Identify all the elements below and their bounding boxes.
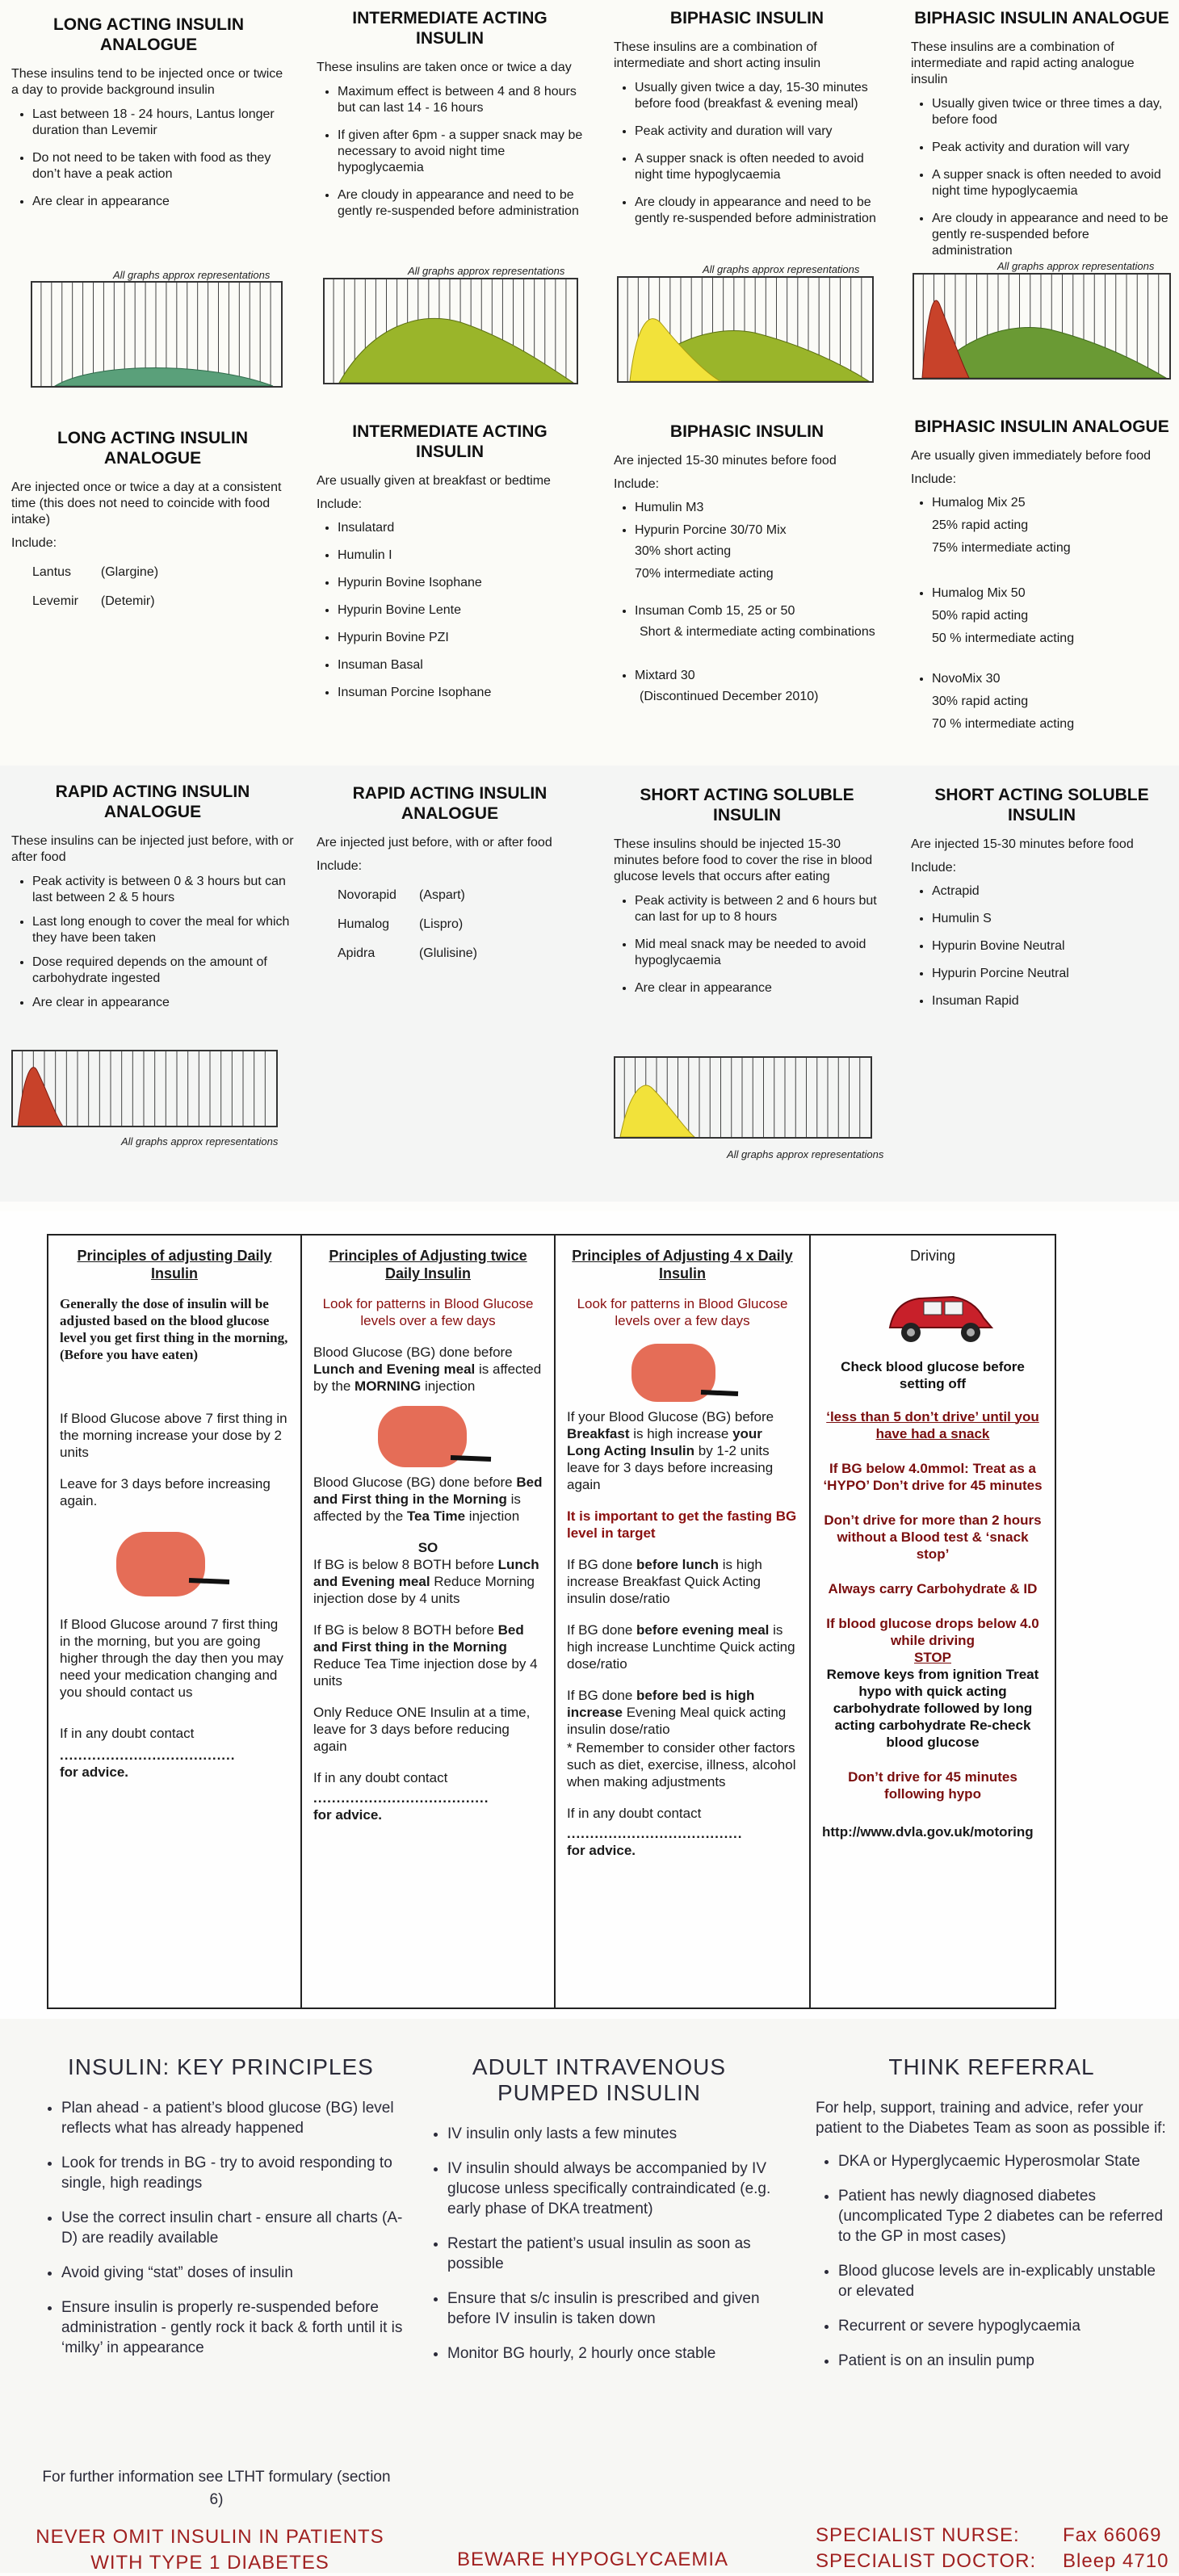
short-brands-list (911, 883, 1173, 1009)
brand-detail: 50 % intermediate acting (932, 631, 1075, 645)
text-run: before bed is high increase (567, 1688, 755, 1720)
biphasic-graph (617, 276, 874, 389)
table-row (338, 911, 500, 940)
biphasic-analogue-column (911, 8, 1173, 271)
intermediate-brands-list (317, 520, 583, 701)
text-run: is high increase Breakfast Quick Acting insulin dose/ratio (567, 1557, 762, 1606)
specialist-nurse-label: SPECIALIST NURSE: (816, 2524, 1020, 2546)
list-item: • If given after 6pm - a supper snack may be necessary to avoid night time hypoglycaemia (338, 128, 583, 176)
table-row (338, 882, 500, 911)
rapid-brands-column (317, 783, 583, 969)
list-item: • Do not need to be taken with food as they don’t have a peak action (32, 150, 286, 183)
brand-name: Humalog (338, 917, 390, 931)
list-item: • Look for trends in BG - try to avoid responding to single, high readings (61, 2153, 418, 2193)
include-label: Include: (11, 536, 57, 550)
analogue-list-2 (911, 585, 1173, 602)
daily-p4: If Blood Glucose around 7 first thing in the morning, but you are going higher through the day then you may need your medication changing and you should contact us (60, 1617, 283, 1700)
twice-look: Look for patterns in Blood Glucose levels over a few days (322, 1296, 534, 1328)
rapid-section (0, 766, 1179, 1202)
text-run: is affected by the (313, 1361, 542, 1394)
long-acting-brands-intro: Are injected once or twice a day at a consistent time (this does not need to coincide with food intake) (11, 480, 282, 527)
key-principles-section (0, 2019, 1179, 2573)
list-item: • Blood glucose levels are in-explicably unstable or elevated (838, 2261, 1168, 2301)
biphasic-brands-column (614, 422, 880, 705)
include-label: Include: (911, 861, 957, 875)
graph-note: All graphs approx representations (113, 269, 271, 281)
table-row (32, 588, 181, 617)
four-title: Principles of Adjusting 4 x Daily Insulin (572, 1248, 793, 1282)
list-item: • Monitor BG hourly, 2 hourly once stable (447, 2343, 774, 2364)
include-label: Include: (911, 472, 957, 486)
list-item: • Plan ahead - a patient’s blood glucose (BG) level reflects what has already happened (61, 2098, 418, 2138)
rapid-intro: These insulins can be injected just before, with or after food (11, 834, 294, 864)
brand-detail: 70 % intermediate acting (932, 717, 1075, 731)
intermediate-title: INTERMEDIATE ACTING INSULIN (352, 9, 548, 48)
iv-insulin-list (425, 2124, 774, 2364)
intermediate-curve (339, 318, 573, 383)
brand-generic: (Aspart) (418, 888, 465, 902)
text-run: Reduce Morning injection dose by 4 units (313, 1574, 535, 1606)
twice-bg1 (313, 1344, 543, 1395)
biphasic-analogue-brands-column (911, 417, 1173, 732)
biphasic-analogue-brands-title: BIPHASIC INSULIN ANALOGUE (914, 417, 1169, 436)
brand-generic: (Lispro) (418, 917, 464, 931)
list-item: • Insulatard (338, 520, 583, 536)
twice-r1 (313, 1556, 543, 1607)
daily-column (48, 1236, 300, 2008)
contact-blank: ...................................... (60, 1747, 236, 1763)
specialist-doctor-bleep: Bleep 4710 (1063, 2550, 1169, 2572)
brand-detail: (Discontinued December 2010) (640, 690, 819, 703)
advice-label: for advice. (567, 1843, 636, 1858)
intermediate-brands-intro: Are usually given at breakfast or bedtime (317, 474, 551, 488)
driving-d7 (822, 1666, 1043, 1751)
key-principles-column (39, 2054, 418, 2373)
long-acting-brand-table (32, 559, 181, 617)
advice-label: for advice. (60, 1764, 129, 1780)
never-omit-warning: NEVER OMIT INSULIN IN PATIENTS WITH TYPE 1 DIABETES (36, 2526, 384, 2574)
biphasic-brands-title: BIPHASIC INSULIN (669, 422, 824, 441)
biphasic-analogue-brands-intro: Are usually given immediately before food (911, 449, 1152, 463)
key-principles-list (39, 2098, 418, 2358)
biphasic-bullets (614, 80, 880, 227)
list-item: • Ensure that s/c insulin is prescribed and given before IV insulin is taken down (447, 2289, 774, 2329)
list-item: • IV insulin should always be accompanied by IV glucose unless specifically contraindicated (e.g. early phase of DKA treatment) (447, 2159, 774, 2219)
so-label: SO (417, 1540, 438, 1555)
text-run: Bed and First thing in the Morning (313, 1475, 543, 1507)
text-run: before lunch (636, 1557, 720, 1572)
text-run: If your Blood Glucose (BG) before (567, 1409, 774, 1424)
list-item: • Restart the patient’s usual insulin as soon as possible (447, 2234, 774, 2274)
list-item: • Insuman Porcine Isophane (338, 685, 583, 701)
list-item: • Dose required depends on the amount of carbohydrate ingested (32, 954, 294, 987)
text-run: If BG done (567, 1557, 636, 1572)
list-item: • Are cloudy in appearance and need to be gently re-suspended before administration (635, 195, 880, 227)
list-item: • Patient is on an insulin pump (838, 2351, 1168, 2371)
biphasic-analogue-graph (913, 273, 1171, 386)
brand-name: Apidra (338, 946, 376, 960)
driving-d5: Always carry Carbohydrate & ID (828, 1581, 1038, 1596)
list-item: • Insuman Basal (338, 657, 583, 673)
intermediate-graph (323, 278, 578, 391)
long-acting-bullets (11, 107, 286, 210)
graph-note: All graphs approx representations (408, 265, 565, 277)
short-brands-title: SHORT ACTING SOLUBLE INSULIN (934, 786, 1149, 824)
short-column (614, 785, 880, 1008)
text-run: If BG done (567, 1688, 636, 1703)
text-run: injection (421, 1378, 476, 1394)
text-run: Lunch and Evening meal (313, 1361, 476, 1377)
brand-name: Levemir (32, 594, 78, 608)
referral-column (816, 2054, 1168, 2385)
biphasic-brands-intro: Are injected 15-30 minutes before food (614, 454, 837, 468)
text-run: is high increase Lunchtime Quick acting dose/ratio (567, 1622, 795, 1672)
text-run: Bed and First thing in the Morning (313, 1622, 524, 1655)
brand-generic: (Glulisine) (418, 946, 477, 960)
biphasic-analogue-rapid-curve (922, 300, 969, 378)
short-brands-intro: Are injected 15-30 minutes before food (911, 837, 1134, 851)
rapid-brands-intro: Are injected just before, with or after food (317, 836, 552, 850)
table-row (338, 940, 500, 969)
text-run: your Long Acting Insulin (567, 1426, 762, 1458)
text-run: Evening Meal quick acting insulin dose/ratio (567, 1705, 787, 1737)
text-run: Breakfast (567, 1426, 630, 1441)
short-graph (614, 1056, 872, 1145)
driving-column (809, 1236, 1055, 2008)
list-item: • Are cloudy in appearance and need to be gently re-suspended before administration (932, 211, 1173, 259)
include-label: Include: (317, 497, 363, 511)
text-run: before evening meal (636, 1622, 770, 1638)
driving-stop: STOP (914, 1650, 951, 1665)
biphasic-brands-list (614, 500, 880, 539)
analogue-list-1 (911, 495, 1173, 511)
principles-table (47, 1234, 1056, 2009)
long-acting-brands-title: LONG ACTING INSULIN ANALOGUE (57, 429, 249, 468)
text-run: If BG done (567, 1622, 636, 1638)
long-acting-intro: These insulins tend to be injected once or twice a day to provide background insulin (11, 67, 283, 97)
short-bullets (614, 893, 880, 996)
driving-d6: If blood glucose drops below 4.0 while driving (826, 1616, 1039, 1648)
list-item: • Hypurin Porcine 30/70 Mix (635, 522, 880, 539)
text-run: Lunch and Evening meal (313, 1557, 539, 1589)
list-item: • Hypurin Bovine Isophane (338, 575, 583, 591)
list-item: • IV insulin only lasts a few minutes (447, 2124, 774, 2144)
long-acting-title: LONG ACTING INSULIN ANALOGUE (52, 15, 245, 54)
intermediate-intro: These insulins are taken once or twice a day (317, 61, 572, 74)
list-item: • Usually given twice or three times a day, before food (932, 96, 1173, 128)
list-item: • Actrapid (932, 883, 1173, 900)
short-title: SHORT ACTING SOLUBLE INSULIN (640, 786, 854, 824)
text-run: injection (465, 1508, 520, 1524)
twice-r3: Only Reduce ONE Insulin at a time, leave for 3 days before reducing again (313, 1705, 531, 1754)
list-item: • Hypurin Bovine Lente (338, 602, 583, 619)
biphasic-title: BIPHASIC INSULIN (669, 9, 824, 27)
four-b3 (567, 1622, 798, 1672)
intermediate-brands-title: INTERMEDIATE ACTING INSULIN (352, 422, 548, 461)
iv-insulin-column (425, 2054, 774, 2378)
list-item: • Patient has newly diagnosed diabetes (uncomplicated Type 2 diabetes can be referred to the GP in most cases) (838, 2186, 1168, 2247)
list-item: • Peak activity is between 2 and 6 hours but can last for up to 8 hours (635, 893, 880, 925)
intermediate-column (317, 8, 583, 231)
list-item: • A supper snack is often needed to avoid night time hypoglycaemia (932, 167, 1173, 199)
contact-blank: ...................................... (567, 1826, 743, 1841)
list-item: • Are clear in appearance (635, 980, 880, 996)
table-row (32, 559, 181, 588)
glucose-drop-icon (108, 1524, 237, 1605)
biphasic-column (614, 8, 880, 238)
long-acting-column (11, 15, 286, 221)
brand-generic: (Detemir) (100, 594, 155, 608)
daily-title: Principles of adjusting Daily Insulin (77, 1248, 272, 1282)
list-item: • Hypurin Bovine Neutral (932, 938, 1173, 954)
short-intro: These insulins should be injected 15-30 minutes before food to cover the rise in blood glucose levels that occurs after eating (614, 837, 873, 883)
list-item: • Maximum effect is between 4 and 8 hours but can last 14 - 16 hours (338, 84, 583, 116)
four-look: Look for patterns in Blood Glucose levels over a few days (577, 1296, 788, 1328)
brand-detail: 75% intermediate acting (932, 541, 1071, 555)
four-column (554, 1236, 809, 2008)
key-principles-title: INSULIN: KEY PRINCIPLES (68, 2054, 374, 2079)
short-brands-column (911, 785, 1173, 1021)
rapid-brand-table (338, 882, 500, 969)
glucose-drop-icon (370, 1401, 499, 1474)
list-item: • Use the correct insulin chart - ensure all charts (A-D) are readily available (61, 2208, 418, 2248)
text-run: by 1-2 units leave for 3 days before increasing again (567, 1443, 774, 1492)
text-run: MORNING (355, 1378, 422, 1394)
referral-title: THINK REFERRAL (888, 2054, 1095, 2079)
list-item: • Humulin S (932, 911, 1173, 927)
four-p5: If in any doubt contact (567, 1806, 702, 1821)
four-b2 (567, 1556, 798, 1607)
long-acting-graph (31, 281, 283, 394)
graph-note: All graphs approx representations (997, 260, 1155, 272)
list-item: • Humulin I (338, 548, 583, 564)
rapid-brands-title: RAPID ACTING INSULIN ANALOGUE (352, 784, 548, 823)
twice-r2 (313, 1622, 543, 1689)
glucose-drop-icon (623, 1339, 745, 1408)
long-acting-brands-column (11, 428, 294, 617)
car-icon (879, 1278, 1000, 1350)
list-item: • Mid meal snack may be needed to avoid hypoglycaemia (635, 937, 880, 969)
list-item: • Peak activity and duration will vary (932, 140, 1173, 156)
intermediate-brands-column (317, 422, 583, 712)
list-item: • A supper snack is often needed to avoid night time hypoglycaemia (635, 151, 880, 183)
brand-detail: 30% short acting (635, 544, 732, 558)
brand-generic: (Glargine) (100, 565, 159, 579)
brand-name: Lantus (32, 565, 72, 579)
list-item: • Humalog Mix 50 (932, 585, 1173, 602)
driving-d1 (822, 1358, 1043, 1392)
beware-hypo-warning: BEWARE HYPOGLYCAEMIA (457, 2549, 729, 2570)
list-item: • Insuman Rapid (932, 993, 1173, 1009)
four-remember: * Remember to consider other factors such as diet, exercise, illness, alcohol when making adjustments (567, 1740, 796, 1789)
rapid-column (11, 782, 294, 1022)
further-info: For further information see LTHT formulary (section 6) (42, 2469, 391, 2508)
list-item: • Hypurin Bovine PZI (338, 630, 583, 646)
brand-detail: 30% rapid acting (932, 694, 1029, 708)
text-run: Remove keys from ignition Treat hypo with quick acting carbohydrate followed by long acting carbohydrate Re-check blood glucose (826, 1667, 1039, 1750)
intermediate-bullets (317, 84, 583, 220)
analogue-list-3 (911, 671, 1173, 687)
rapid-bullets (11, 874, 294, 1011)
list-item: • DKA or Hyperglycaemic Hyperosmolar State (838, 2151, 1168, 2171)
rapid-curve (18, 1068, 63, 1126)
list-item: • Peak activity and duration will vary (635, 124, 880, 140)
twice-title: Principles of Adjusting twice Daily Insulin (329, 1248, 527, 1282)
referral-list (816, 2151, 1168, 2371)
text-run: Blood Glucose (BG) done before (313, 1475, 517, 1490)
list-item: • Humalog Mix 25 (932, 495, 1173, 511)
list-item: • Avoid giving “stat” doses of insulin (61, 2263, 418, 2283)
list-item: • Last between 18 - 24 hours, Lantus longer duration than Levemir (32, 107, 286, 139)
daily-p1: Generally the dose of insulin will be adjusted based on the blood glucose level you get first thing in the morning, (Before you have eaten) (60, 1296, 288, 1362)
graph-note: All graphs approx representations (121, 1135, 279, 1147)
list-item: • Are clear in appearance (32, 995, 294, 1011)
list-item: • Recurrent or severe hypoglycaemia (838, 2316, 1168, 2336)
list-item: • Are clear in appearance (32, 194, 286, 210)
biphasic-analogue-bullets (911, 96, 1173, 259)
short-curve (620, 1085, 694, 1137)
list-item: • Mixtard 30 (635, 668, 880, 684)
top-section (0, 0, 1179, 766)
contact-blank: ...................................... (313, 1790, 489, 1806)
specialist-nurse-fax: Fax 66069 (1063, 2524, 1162, 2546)
long-acting-curve (55, 368, 273, 387)
list-item: • Ensure insulin is properly re-suspended before administration - gently rock it back & forth until it is ‘milky’ in appearance (61, 2297, 418, 2358)
iv-insulin-title: ADULT INTRAVENOUS PUMPED INSULIN (472, 2054, 727, 2105)
biphasic-analogue-intro: These insulins are a combination of intermediate and rapid acting analogue insulin (911, 40, 1135, 86)
advice-label: for advice. (313, 1807, 383, 1823)
text-run: Reduce Tea Time injection dose by 4 units (313, 1656, 538, 1689)
list-item: • NovoMix 30 (932, 671, 1173, 687)
four-b4 (567, 1687, 798, 1738)
driving-title: Driving (909, 1248, 955, 1264)
specialist-doctor-label: SPECIALIST DOCTOR: (816, 2550, 1037, 2572)
twice-column (300, 1236, 554, 2008)
biphasic-analogue-title: BIPHASIC INSULIN ANALOGUE (914, 9, 1169, 27)
daily-p2: If Blood Glucose above 7 first thing in the morning increase your dose by 2 units (60, 1411, 287, 1460)
text-run: If BG is below 8 BOTH before (313, 1557, 498, 1572)
graph-note: All graphs approx representations (727, 1148, 884, 1160)
biphasic-intro: These insulins are a combination of intermediate and short acting insulin (614, 40, 821, 70)
list-item: • Hypurin Porcine Neutral (932, 966, 1173, 982)
text-run: Tea Time (406, 1508, 466, 1524)
text-run: is high increase (629, 1426, 733, 1441)
brand-detail: 70% intermediate acting (635, 567, 774, 581)
driving-d3: If BG below 4.0mmol: Treat as a ‘HYPO’ Don’t drive for 45 minutes (823, 1461, 1043, 1493)
graph-note: All graphs approx representations (703, 263, 860, 275)
list-item: • Insuman Comb 15, 25 or 50 (635, 603, 880, 619)
driving-d2: ‘less than 5 don’t drive’ until you have had a snack (826, 1409, 1039, 1441)
text-run: is affected by the (313, 1491, 521, 1524)
text-run: If BG is below 8 BOTH before (313, 1622, 498, 1638)
rapid-title: RAPID ACTING INSULIN ANALOGUE (55, 782, 250, 821)
dvla-link[interactable]: http://www.dvla.gov.uk/motoring (822, 1824, 1034, 1840)
list-item: • Are cloudy in appearance and need to be gently re-suspended before administration (338, 187, 583, 220)
four-important: It is important to get the fasting BG level in target (567, 1508, 797, 1541)
four-b1 (567, 1408, 798, 1493)
daily-p3: Leave for 3 days before increasing again. (60, 1476, 271, 1508)
driving-d4: Don’t drive for more than 2 hours without a Blood test & ‘snack stop’ (824, 1512, 1042, 1562)
daily-p5: If in any doubt contact (60, 1726, 195, 1741)
brand-detail: 50% rapid acting (932, 609, 1029, 623)
principles-section (0, 1211, 1179, 2019)
twice-bg2 (313, 1474, 543, 1525)
brand-name: Novorapid (338, 888, 396, 902)
biphasic-brands-list-2 (614, 603, 880, 619)
list-item: • Last long enough to cover the meal for which they have been taken (32, 914, 294, 946)
rapid-graph (11, 1050, 278, 1131)
brand-detail: 25% rapid acting (932, 518, 1029, 532)
text-run: Check blood glucose before setting off (841, 1359, 1025, 1391)
twice-p5: If in any doubt contact (313, 1770, 448, 1785)
list-item: • Humulin M3 (635, 500, 880, 516)
driving-d8: Don’t drive for 45 minutes following hypo (848, 1769, 1017, 1802)
list-item: • Usually given twice a day, 15-30 minutes before food (breakfast & evening meal) (635, 80, 880, 112)
text-run: Blood Glucose (BG) done before (313, 1345, 513, 1360)
brand-detail: Short & intermediate acting combinations (640, 625, 875, 639)
list-item: • Peak activity is between 0 & 3 hours but can last between 2 & 5 hours (32, 874, 294, 906)
include-label: Include: (614, 477, 660, 491)
referral-intro: For help, support, training and advice, refer your patient to the Diabetes Team as soon as possible if: (816, 2100, 1166, 2137)
biphasic-brands-list-3 (614, 668, 880, 684)
include-label: Include: (317, 859, 363, 873)
